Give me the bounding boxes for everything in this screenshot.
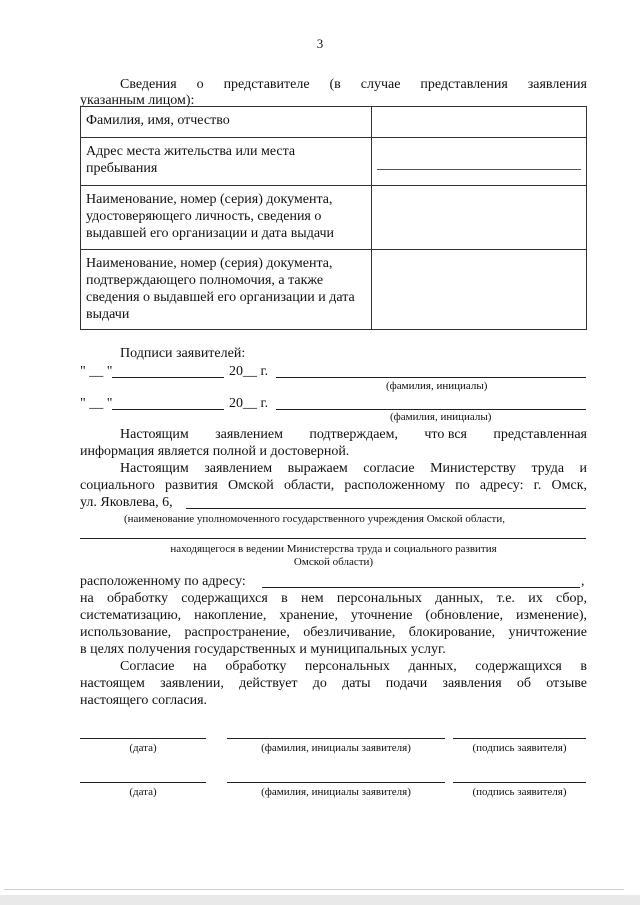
value-underline bbox=[377, 169, 581, 170]
institution-name-field-2[interactable] bbox=[80, 538, 586, 539]
address-field[interactable] bbox=[262, 587, 580, 588]
consent-line3: ул. Яковлева, 6, bbox=[80, 495, 173, 510]
name-caption: (фамилия, инициалы) bbox=[390, 411, 492, 423]
applicant-name-caption: (фамилия, инициалы заявителя) bbox=[261, 786, 411, 798]
applicant-signature-field[interactable] bbox=[453, 738, 586, 739]
date-caption: (дата) bbox=[129, 742, 157, 754]
row-value-field[interactable] bbox=[372, 107, 587, 138]
validity-line: настоящего согласия. bbox=[80, 693, 208, 708]
signature-month-field[interactable] bbox=[112, 377, 224, 378]
consent-body-line: в целях получения государственных и муниципальных услуг. bbox=[80, 642, 446, 657]
table-row bbox=[81, 107, 587, 138]
intro-word: о bbox=[196, 77, 204, 92]
table-row bbox=[81, 138, 587, 186]
confirmation-word: что вся bbox=[424, 427, 467, 442]
row-value-field[interactable] bbox=[372, 250, 587, 330]
signature-year: 20__ г. bbox=[229, 364, 269, 379]
institution-name-field[interactable] bbox=[186, 508, 586, 509]
representative-intro-line1 bbox=[120, 76, 587, 93]
confirmation-word: представленная bbox=[493, 427, 587, 442]
date-caption: (дата) bbox=[129, 786, 157, 798]
applicant-name-field[interactable] bbox=[227, 738, 445, 739]
row-label: Наименование, номер (серия) документа, удостоверяющего личность, сведения о выдавшей его организации и дата выдачи bbox=[81, 186, 372, 250]
applicant-name-caption: (фамилия, инициалы заявителя) bbox=[261, 742, 411, 754]
consent-line2: социального развития Омской области, расположенному по адресу: г. Омск, bbox=[80, 478, 587, 493]
intro-word: представления bbox=[420, 77, 508, 92]
row-label: Фамилия, имя, отчество bbox=[81, 107, 372, 138]
consent-body-line: использование, распространение, обезличивание, блокирование, уничтожение bbox=[80, 625, 587, 640]
date-field[interactable] bbox=[80, 782, 206, 783]
representative-table bbox=[80, 106, 587, 330]
signature-date-day: " __ " bbox=[80, 364, 113, 379]
row-label: Наименование, номер (серия) документа, подтверждающего полномочия, а также сведения о выдавшей его организации и дата выдачи bbox=[81, 250, 372, 330]
intro-word: (в bbox=[329, 77, 341, 92]
confirmation-line2: информация является полной и достоверной. bbox=[80, 444, 350, 459]
name-caption: (фамилия, инициалы) bbox=[386, 380, 488, 392]
consent-line1: Настоящим заявлением выражаем согласие Министерству труда и bbox=[120, 461, 587, 476]
applicant-name-field[interactable] bbox=[227, 782, 445, 783]
confirmation-word: заявлением bbox=[215, 427, 283, 442]
consent-body-line: систематизацию, накопление, хранение, уточнение (обновление, изменение), bbox=[80, 608, 587, 623]
institution-caption: находящегося в ведении Министерства труда и социального развития bbox=[170, 543, 497, 555]
intro-word: Сведения bbox=[120, 77, 177, 92]
representative-intro-line2: указанным лицом): bbox=[80, 93, 195, 108]
scan-edge bbox=[0, 895, 640, 905]
row-label: Адрес места жительства или места пребывания bbox=[81, 138, 372, 186]
confirmation-word: подтверждаем, bbox=[309, 427, 398, 442]
confirmation-word: Настоящим bbox=[120, 427, 189, 442]
confirmation-line1 bbox=[120, 426, 587, 443]
address-comma: , bbox=[581, 574, 585, 589]
table-row bbox=[81, 250, 587, 330]
signature-date-day: " __ " bbox=[80, 396, 113, 411]
institution-caption: (наименование уполномоченного государственного учреждения Омской области, bbox=[124, 513, 505, 525]
consent-body-line: на обработку содержащихся в нем персональных данных, т.е. их сбор, bbox=[80, 591, 587, 606]
signatures-heading: Подписи заявителей: bbox=[120, 346, 246, 361]
signature-year: 20__ г. bbox=[229, 396, 269, 411]
scan-edge-line bbox=[4, 889, 624, 890]
validity-line: настоящем заявлении, действует до даты подачи заявления об отзыве bbox=[80, 676, 587, 691]
intro-word: случае bbox=[360, 77, 401, 92]
intro-word: представителе bbox=[223, 77, 310, 92]
signature-name-field[interactable] bbox=[276, 409, 586, 410]
signature-name-field[interactable] bbox=[276, 377, 586, 378]
row-value-field[interactable] bbox=[372, 138, 587, 186]
applicant-signature-caption: (подпись заявителя) bbox=[472, 786, 567, 798]
applicant-signature-field[interactable] bbox=[453, 782, 586, 783]
applicant-signature-caption: (подпись заявителя) bbox=[472, 742, 567, 754]
signature-month-field[interactable] bbox=[112, 409, 224, 410]
date-field[interactable] bbox=[80, 738, 206, 739]
institution-caption: Омской области) bbox=[293, 556, 374, 568]
intro-word: заявления bbox=[527, 77, 587, 92]
page-number: 3 bbox=[316, 36, 324, 51]
row-value-field[interactable] bbox=[372, 186, 587, 250]
table-row bbox=[81, 186, 587, 250]
address-label: расположенному по адресу: bbox=[80, 574, 246, 589]
validity-line: Согласие на обработку персональных данных, содержащихся в bbox=[120, 659, 587, 674]
